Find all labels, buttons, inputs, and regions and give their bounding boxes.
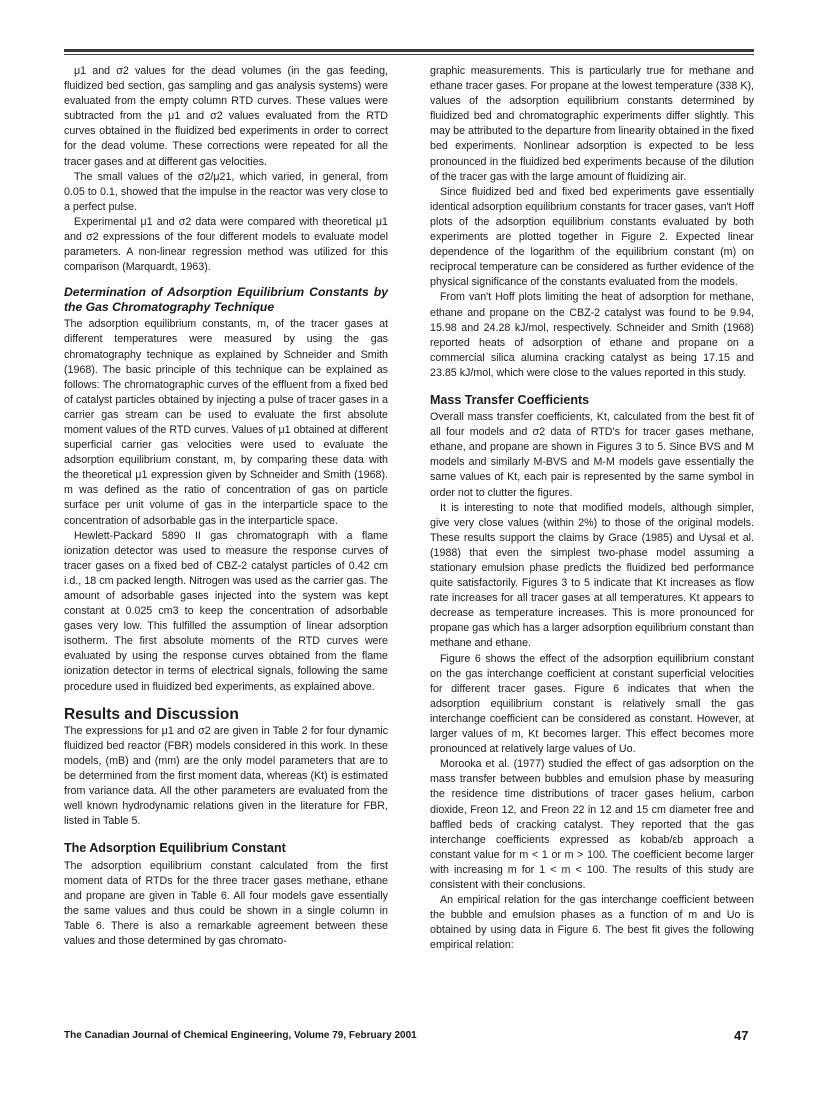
paragraph: The adsorption equilibrium constant calculated from the first moment data of RTDs for the three tracer gases methane, ethane and propane are given in Table 6. All four models gave essentially the same values and thus could be shown in a single column in Table 6. There is also a remarkable agreement between these values and those determined by gas chromato- (64, 859, 388, 947)
paragraph: Experimental μ1 and σ2 data were compared with theoretical μ1 and σ2 expressions of the four different models to evaluate model parameters. A non-linear regression method was utilized for this comparison (Marquardt, 1963). (64, 215, 388, 274)
section-heading-results: Results and Discussion (64, 705, 239, 723)
paragraph: The small values of the σ2/μ21, which varied, in general, from 0.05 to 0.1, showed that the impulse in the reactor was very close to a perfect pulse. (64, 170, 388, 213)
paragraph: The adsorption equilibrium constants, m, of the tracer gases at different temperatures were measured by using the gas chromatography technique as explained by Schneider and Smith (1968). The basic principle of this technique can be explained as follows: The chromatographic curves of the effluent from a fixed bed of catalyst particles obtained by injecting a pulse of tracer gases in a carrier gas stream can be used to evaluate the first absolute moment values of the RTD curves. Values of μ1 obtained at different superficial carrier gas velocities were used to evaluate the adsorption equilibrium constant, m, by comparing these data with the theoretical μ1 expression given by Schneider and Smith (1968). m was defined as the ratio of concentration of gas on particle surface per unit volume of gas in the interparticle space to the concentration of adsorbable gas in the interparticle space. (64, 318, 388, 527)
page-number: 47 (734, 1028, 749, 1043)
top-rule-thin (64, 54, 754, 55)
paragraph: μ1 and σ2 values for the dead volumes (in the gas feeding, fluidized bed section, gas sampling and gas analysis systems) were evaluated from the empty column RTD curves. These values were subtracted from the μ1 and σ2 values evaluated from the RTD curves obtained in the fluidized bed experiments in order to correct for the dead volume. These corrections were repeated for all the tracer gases and at different gas velocities. (64, 65, 388, 168)
journal-footer: The Canadian Journal of Chemical Engineering, Volume 79, February 2001 (64, 1030, 417, 1041)
paragraph: An empirical relation for the gas interchange coefficient between the bubble and emulsion phases as a function of m and Uo is obtained by using data in Figure 6. The best fit gives the following empirical relation: (430, 894, 754, 952)
section-heading-gc-technique: Determination of Adsorption Equilibrium Constants by the Gas Chromatography Technique (64, 285, 388, 315)
right-column (430, 64, 754, 953)
paragraph: Figure 6 shows the effect of the adsorption equilibrium constant on the gas interchange coefficient at constant superficial velocities for different tracer gases. Figure 6 indicates that when the adsorption equilibrium constant is relatively small the gas interchange coefficient can be considered as constant. However, at larger values of m, Kt becomes larger. This effect becomes more pronounced at relatively large values of Uo. (430, 652, 754, 756)
paragraph: graphic measurements. This is particularly true for methane and ethane tracer gases. For propane at the lowest temperature (338 K), values of the adsorption equilibrium constants determined by fluidized bed and chromatographic experiments differ slightly. This may be attributed to the departure from linearity obtained in the fixed bed experiments. Nonlinear adsorption is expected to be less pronounced in the fluidized bed experiments because of the dilution of the tracer gas with the large amount of fluidizing air. (430, 65, 754, 183)
paragraph: The expressions for μ1 and σ2 are given in Table 2 for four dynamic fluidized bed reactor (FBR) models considered in this work. In these models, (mB) and (mm) are the only model parameters that are to be determined from the first moment data, whereas (Kt) is estimated from variance data. All the other parameters are evaluated from the well known hydrodynamic relations given in the literature for FBR, listed in Table 5. (64, 724, 388, 828)
paragraph: Morooka et al. (1977) studied the effect of gas adsorption on the mass transfer between bubbles and emulsion phase by measuring the residence time distributions of tracer gases helium, carbon dioxide, Freon 12, and Freon 22 in 12 and 15 cm diameter free and baffled beds of cracking catalyst. They reported that the gas interchange coefficients expressed as kobab/εb approach a constant value for m < 1 or m > 100. The coefficient become larger with increasing m for 1 < m < 100. The results of this study are consistent with their conclusions. (430, 758, 754, 891)
left-column (64, 64, 388, 949)
paragraph: Since fluidized bed and fixed bed experiments gave essentially identical adsorption equilibrium constants for tracer gases, van't Hoff plots of the adsorption equilibrium constants evaluated by both experiments are plotted together in Figure 2. Expected linear dependence of the logarithm of the equilibrium constant (m) on reciprocal temperature can be considered as further evidence of the physical significance of the constants evaluated from the models. (430, 185, 754, 289)
paragraph: Overall mass transfer coefficients, Kt, calculated from the best fit of all four models and σ2 data of RTD's for tracer gases methane, ethane, and propane are shown in Figures 3 to 5. Since BVS and M models and similarly M-BVS and M-M models gave essentially the same values of Kt, each pair is represented by the same symbol in order not to clutter the figures. (430, 411, 754, 499)
paragraph: It is interesting to note that modified models, although simpler, give very close values (within 2%) to those of the original models. These results support the claims by Grace (1985) and Uysal et al. (1988) that even the simplest two-phase model assuming a stationary emulsion phase predicts the fluidized bed performance quite satisfactorily. Figures 3 to 5 indicate that Kt increases as flow rate increases for all tracer gases at all temperatures. Kt appears to decrease as temperature increases. This is more pronounced for propane gas which has a larger adsorption equilibrium constant than methane and ethane. (430, 501, 754, 650)
paragraph: Hewlett-Packard 5890 II gas chromatograph with a flame ionization detector was used to measure the response curves of tracer gases on a fixed bed of CBZ-2 catalyst particles of 0.42 cm i.d., 18 cm packed length. Nitrogen was used as the carrier gas. The amount of adsorbable gases injected into the system was kept constant at 0.025 cm3 to keep the concentration of adsorbable gases very low. This fulfilled the assumption of linear adsorption isotherm. The first absolute moments of the RTD curves were evaluated by using the response curves obtained from the flame ionization detector in terms of electrical signals, following the same procedure used in fluidized bed experiments, as explained above. (64, 529, 388, 693)
paragraph: From van't Hoff plots limiting the heat of adsorption for methane, ethane and propane on the CBZ-2 catalyst was found to be 9.94, 15.98 and 24.28 kJ/mol, respectively. Schneider and Smith (1968) reported heats of adsorption of ethane and propane on a commercial silica alumina cracking catalyst as being 17.15 and 23.85 kJ/mol, which were close to the values reported in this study. (430, 291, 754, 379)
section-heading-mass-transfer: Mass Transfer Coefficients (430, 392, 590, 407)
section-heading-adsorption-constant: The Adsorption Equilibrium Constant (64, 841, 286, 856)
top-rule (64, 49, 754, 52)
